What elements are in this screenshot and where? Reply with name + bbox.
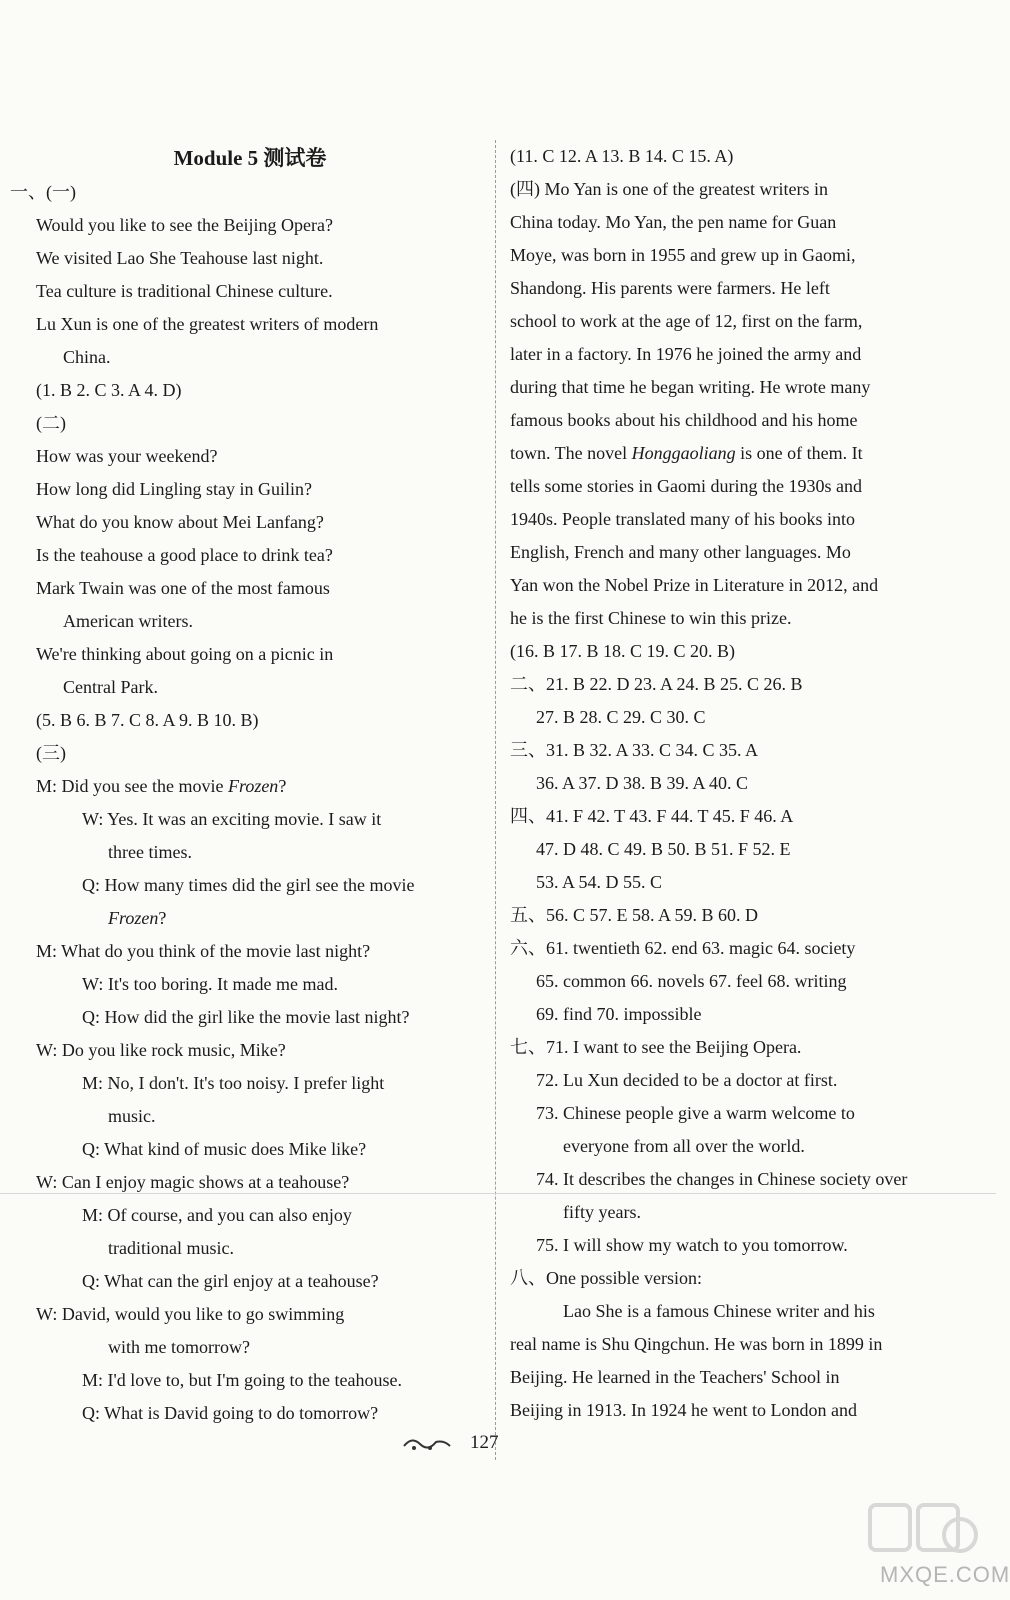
passage-line: (四) Mo Yan is one of the greatest writers in (510, 179, 828, 199)
passage-line: Yan won the Nobel Prize in Literature in 2012, and (510, 575, 879, 595)
answer-row: 七、71. I want to see the Beijing Opera. (510, 1037, 802, 1057)
answer-row: 65. common 66. novels 67. feel 68. writing (536, 971, 847, 991)
answer-row: 47. D 48. C 49. B 50. B 51. F 52. E (536, 839, 791, 859)
passage-line: China today. Mo Yan, the pen name for Guan (510, 212, 837, 232)
dialogue-line: M: What do you think of the movie last night? (36, 941, 371, 961)
answer-row: 74. It describes the changes in Chinese society over (536, 1169, 908, 1189)
listening-sentence: China. (63, 347, 111, 367)
watermark-text: MXQE.COM (880, 1562, 1010, 1587)
listening-sentence: Central Park. (63, 677, 158, 697)
listening-sentence: Would you like to see the Beijing Opera? (36, 215, 333, 235)
answer-row: 73. Chinese people give a warm welcome to (536, 1103, 855, 1123)
dialogue-line: W: David, would you like to go swimming (36, 1304, 345, 1324)
dialogue-line: W: Can I enjoy magic shows at a teahouse? (36, 1172, 350, 1192)
dialogue-line: M: I'd love to, but I'm going to the teahouse. (82, 1370, 402, 1390)
answer-row: 四、41. F 42. T 43. F 44. T 45. F 46. A (510, 806, 794, 826)
passage-line: Moye, was born in 1955 and grew up in Gaomi, (510, 245, 856, 265)
passage-line: 1940s. People translated many of his books into (510, 509, 855, 529)
listening-sentence: How was your weekend? (36, 446, 218, 466)
passage-line: school to work at the age of 12, first on the farm, (510, 311, 863, 331)
dialogue-line: Q: How many times did the girl see the movie (82, 875, 415, 895)
section-heading: 八、One possible version: (510, 1268, 702, 1288)
dialogue-line: W: It's too boring. It made me mad. (82, 974, 339, 994)
essay-line: Beijing in 1913. In 1924 he went to London and (510, 1400, 857, 1420)
section-heading: 一、(一) (10, 182, 76, 202)
listening-sentence: We're thinking about going on a picnic in (36, 644, 334, 664)
dialogue-line: M: Did you see the movie Frozen? (36, 776, 287, 796)
passage-line: later in a factory. In 1976 he joined the army and (510, 344, 862, 364)
dialogue-line: Q: How did the girl like the movie last night? (82, 1007, 410, 1027)
passage-line: Shandong. His parents were farmers. He left (510, 278, 830, 298)
listening-sentence: We visited Lao She Teahouse last night. (36, 248, 324, 268)
answer-row: 五、56. C 57. E 58. A 59. B 60. D (510, 905, 759, 925)
passage-line: famous books about his childhood and his home (510, 410, 858, 430)
passage-line: during that time he began writing. He wrote many (510, 377, 871, 397)
listening-sentence: Lu Xun is one of the greatest writers of modern (36, 314, 379, 334)
dialogue-line: Q: What kind of music does Mike like? (82, 1139, 367, 1159)
page-number: 127 (470, 1432, 499, 1453)
essay-line: Beijing. He learned in the Teachers' School in (510, 1367, 840, 1387)
answer-row: everyone from all over the world. (563, 1136, 805, 1156)
listening-sentence: American writers. (63, 611, 193, 631)
answer-row: 53. A 54. D 55. C (536, 872, 663, 892)
listening-sentence: What do you know about Mei Lanfang? (36, 512, 324, 532)
passage-line: tells some stories in Gaomi during the 1930s and (510, 476, 862, 496)
dialogue-line: traditional music. (108, 1238, 234, 1258)
dialogue-line: with me tomorrow? (108, 1337, 250, 1357)
section-heading: (三) (36, 743, 66, 763)
listening-sentence: Is the teahouse a good place to drink tea? (36, 545, 333, 565)
passage-line: English, French and many other languages. Mo (510, 542, 851, 562)
left-column (10, 140, 470, 1430)
answer-row: 36. A 37. D 38. B 39. A 40. C (536, 773, 749, 793)
section-heading: (二) (36, 413, 66, 433)
page-title: Module 5 测试卷 (173, 146, 327, 170)
decorative-ornament-icon (400, 1432, 455, 1454)
answer-key: (16. B 17. B 18. C 19. C 20. B) (510, 641, 736, 661)
answer-key: (11. C 12. A 13. B 14. C 15. A) (510, 146, 734, 166)
dialogue-line: W: Do you like rock music, Mike? (36, 1040, 286, 1060)
answer-row: 75. I will show my watch to you tomorrow. (536, 1235, 848, 1255)
essay-line: Lao She is a famous Chinese writer and his (563, 1301, 875, 1321)
right-column (510, 140, 980, 1427)
column-divider (495, 140, 496, 1460)
dialogue-line: Q: What is David going to do tomorrow? (82, 1403, 379, 1423)
dialogue-line: M: No, I don't. It's too noisy. I prefer light (82, 1073, 385, 1093)
answer-row: 69. find 70. impossible (536, 1004, 702, 1024)
dialogue-line: Q: What can the girl enjoy at a teahouse? (82, 1271, 379, 1291)
passage-line: he is the first Chinese to win this prize. (510, 608, 792, 628)
dialogue-line: music. (108, 1106, 156, 1126)
dialogue-line: W: Yes. It was an exciting movie. I saw it (82, 809, 382, 829)
dialogue-line: three times. (108, 842, 192, 862)
dialogue-line: Frozen? (108, 908, 167, 928)
listening-sentence: Tea culture is traditional Chinese culture. (36, 281, 333, 301)
answer-row: fifty years. (563, 1202, 641, 1222)
answer-row: 二、21. B 22. D 23. A 24. B 25. C 26. B (510, 674, 803, 694)
answer-row: 三、31. B 32. A 33. C 34. C 35. A (510, 740, 759, 760)
dialogue-line: M: Of course, and you can also enjoy (82, 1205, 352, 1225)
listening-sentence: How long did Lingling stay in Guilin? (36, 479, 312, 499)
answer-row: 72. Lu Xun decided to be a doctor at first. (536, 1070, 838, 1090)
passage-line: town. The novel Honggaoliang is one of them. It (510, 443, 863, 463)
answer-key: (5. B 6. B 7. C 8. A 9. B 10. B) (36, 710, 259, 730)
listening-sentence: Mark Twain was one of the most famous (36, 578, 330, 598)
essay-line: real name is Shu Qingchun. He was born in 1899 in (510, 1334, 883, 1354)
answer-row: 六、61. twentieth 62. end 63. magic 64. society (510, 938, 856, 958)
answer-row: 27. B 28. C 29. C 30. C (536, 707, 706, 727)
answer-key: (1. B 2. C 3. A 4. D) (36, 380, 182, 400)
